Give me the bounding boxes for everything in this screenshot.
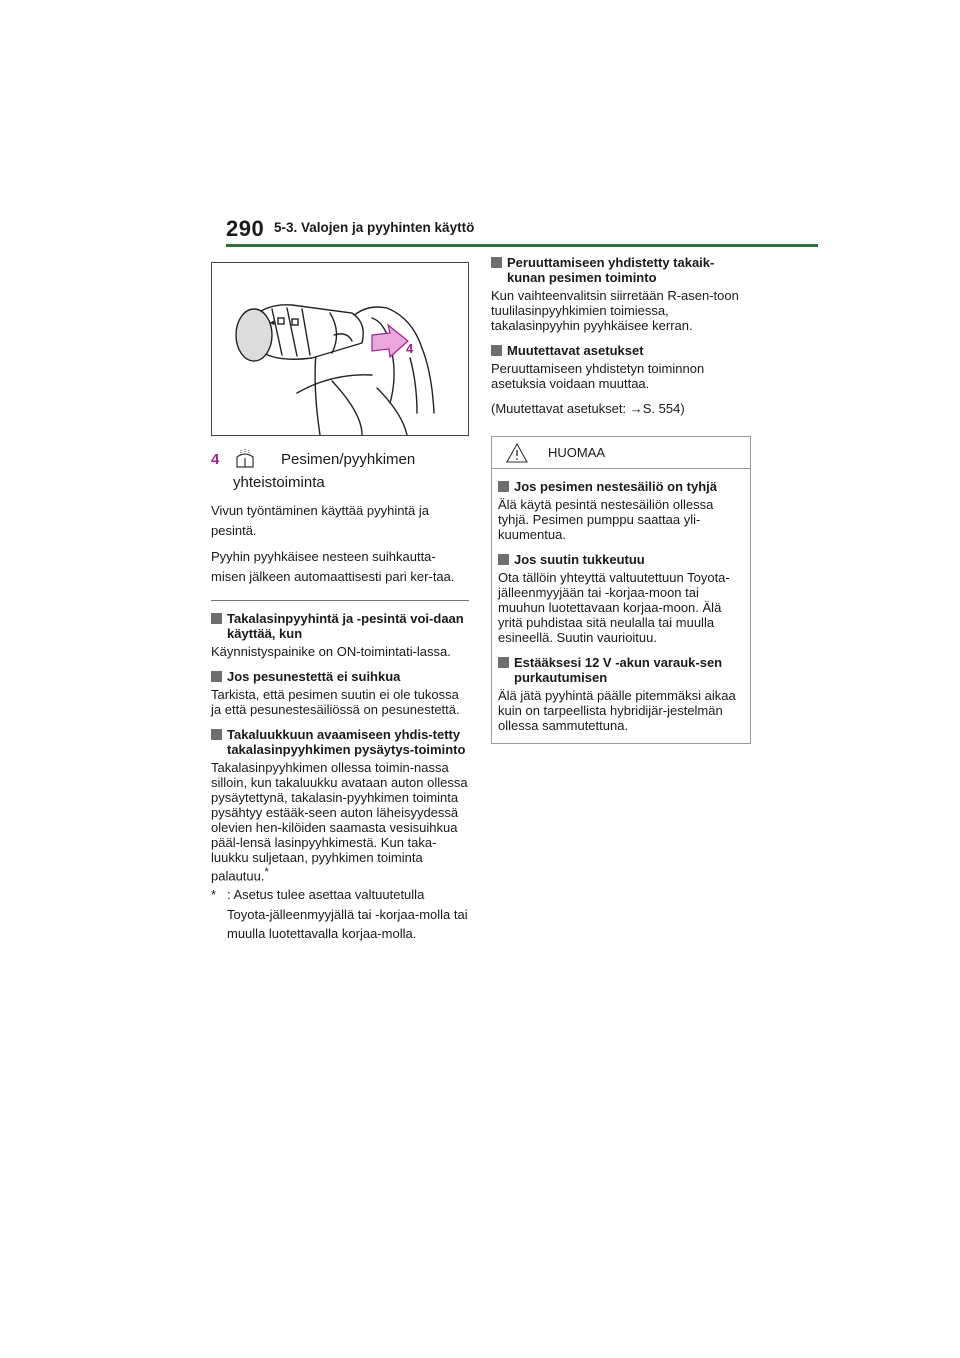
item-4-heading xyxy=(211,448,469,471)
header-rule xyxy=(226,244,818,247)
caution-section-text: Älä jätä pyyhintä päälle pitemmäksi aikaa kuin on tarpeellista hybridijär-jestelmän ollessa sammutettuna. xyxy=(498,688,736,733)
caution-body xyxy=(492,479,750,743)
info-section-text: Tarkista, että pesimen suutin ei ole tukossa ja että pesunestesäiliössä on pesunestettä. xyxy=(211,687,460,717)
info-section xyxy=(211,669,469,717)
info-section-text: Kun vaihteenvalitsin siirretään R-asen-toon tuulilasinpyyhkimien toimiessa, takalasinpyyhin pyyhkäisee kerran. xyxy=(491,288,739,333)
caution-section-text: Ota tällöin yhteyttä valtuutettuun Toyota-jälleenmyyjään tai -korjaa-moon tai muuhun luotettavaan korjaa-moon. Älä yritä puhdistaa sitä neulalla tai muulla esineellä. Suutin vaurioituu. xyxy=(498,570,730,645)
info-section xyxy=(211,611,469,659)
info-section-text: Käynnistyspainike on ON-toimintati-lassa. xyxy=(211,644,451,659)
info-section-title: Peruuttamiseen yhdistetty takaik-kunan pesimen toiminto xyxy=(507,255,715,285)
item-number: 4 xyxy=(211,451,220,468)
caution-section xyxy=(498,655,744,733)
info-section-text xyxy=(211,760,469,883)
washer-wiper-icon xyxy=(235,449,255,469)
footnote xyxy=(211,885,469,944)
section-divider xyxy=(211,600,469,601)
caution-section xyxy=(498,552,744,645)
info-section-title: Jos pesunestettä ei suihkua xyxy=(227,669,401,684)
caution-section-title: Estääksesi 12 V -akun varauk-sen purkautumisen xyxy=(514,655,723,685)
footnote-marker: * xyxy=(211,887,217,903)
warning-triangle-icon xyxy=(506,443,528,463)
settings-reference: (Muutettavat asetukset: →S. 554) xyxy=(491,401,685,416)
page-number: 290 xyxy=(226,216,265,241)
info-section-title: Takaluukkuun avaamiseen yhdis-tetty takalasinpyyhkimen pysäytys-toiminto xyxy=(227,727,466,757)
caution-header xyxy=(492,437,750,469)
info-section xyxy=(211,727,469,883)
square-bullet-icon xyxy=(498,481,509,492)
svg-text:◄: ◄ xyxy=(268,318,276,327)
caution-section-title: Jos pesimen nestesäiliö on tyhjä xyxy=(514,479,718,494)
push-direction-arrow xyxy=(372,325,408,357)
square-bullet-icon xyxy=(498,657,509,668)
info-section-title: Muutettavat asetukset xyxy=(507,343,644,358)
section-title: 5-3. Valojen ja pyyhinten käyttö xyxy=(274,220,475,235)
square-bullet-icon xyxy=(211,729,222,740)
caution-section xyxy=(498,479,744,542)
wiper-lever-illustration xyxy=(211,262,469,436)
caution-title: HUOMAA xyxy=(548,445,606,460)
caution-box xyxy=(491,436,751,744)
wiper-lever-drawing xyxy=(212,263,468,435)
left-column xyxy=(211,262,469,944)
paragraph: Pyyhin pyyhkäisee nesteen suihkautta-misen jälkeen automaattisesti pari ker-taa. xyxy=(211,549,455,584)
info-section-text: Peruuttamiseen yhdistetyn toiminnon asetuksia voidaan muuttaa. xyxy=(491,361,705,391)
info-section xyxy=(491,343,751,391)
paragraph: Vivun työntäminen käyttää pyyhintä ja pesintä. xyxy=(211,503,430,538)
right-column xyxy=(491,255,751,744)
footnote-ref: * xyxy=(264,866,269,878)
square-bullet-icon xyxy=(211,671,222,682)
square-bullet-icon xyxy=(211,613,222,624)
info-section xyxy=(491,255,751,333)
caution-section-title: Jos suutin tukkeutuu xyxy=(514,552,645,567)
item-4-description xyxy=(211,501,469,586)
info-section-title: Takalasinpyyhintä ja -pesintä voi-daan käyttää, kun xyxy=(227,611,464,641)
square-bullet-icon xyxy=(491,345,502,356)
square-bullet-icon xyxy=(491,257,502,268)
item-label-line1: Pesimen/pyyhkimen xyxy=(281,451,416,468)
caution-section-text: Älä käytä pesintä nestesäiliön ollessa tyhjä. Pesimen pumppu saattaa yli-kuumentua. xyxy=(498,497,714,542)
figure-callout-4: 4 xyxy=(406,341,414,356)
square-bullet-icon xyxy=(498,554,509,565)
item-label-line2: yhteistoiminta xyxy=(233,474,325,491)
footnote-text: : Asetus tulee asettaa valtuutetulla Toyota-jälleenmyyjällä tai -korjaa-molla tai muulla luotettavalla korjaa-molla. xyxy=(227,887,468,942)
info-section-text-content: Takalasinpyyhkimen ollessa toimin-nassa silloin, kun takaluukku avataan auton ollessa pysäytettynä, takalasin-pyyhkimen toiminta pysähtyy estääk-seen auton läheisyydessä olevien hen-kilöiden saamasta vesisuihkua pääl-lensä lasinpyyhkimestä. Kun taka-luukku suljetaan, pyyhkimen toiminta palautuu. xyxy=(211,760,468,884)
